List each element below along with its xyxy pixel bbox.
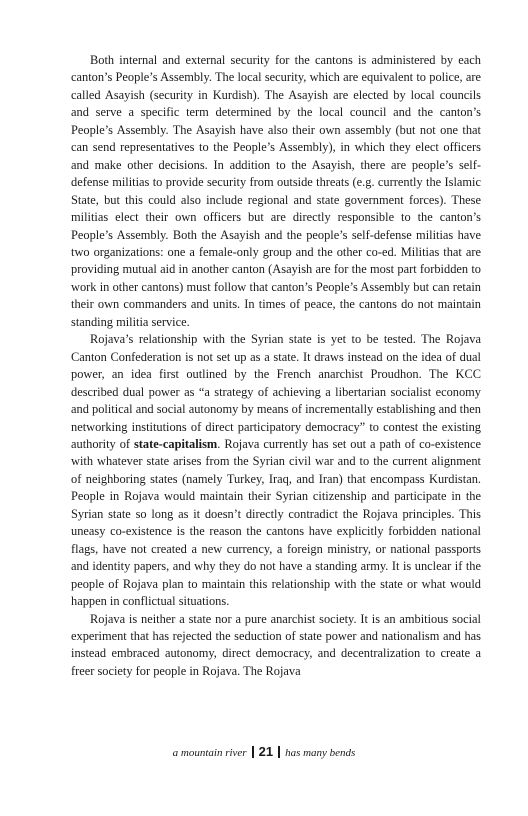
paragraph-conclusion xyxy=(71,611,481,681)
footer-divider xyxy=(252,746,254,758)
running-footer xyxy=(0,744,528,761)
paragraph-text: Rojava is neither a state nor a pure anarchist society. It is an ambitious social experiment that has rejected the seduction of state power and nationalism and has instead embraced autonomy, direct democracy, and decentralization to create a freer society for people in Rojava. The Rojava xyxy=(71,611,481,678)
paragraph-text: Both internal and external security for the cantons is administered by each canton’s People’s Assembly. The local security, which are equivalent to police, are called Asayish (security in Kurdish). The Asayish are elected by local councils and serve a specific term determined by the local council and the canton’s People’s Assembly. The Asayish have also their own assembly (but not one that can send representatives to the People’s Assembly), in which they elect officers and make other decisions. In addition to the Asayish, there are people’s self-defense militias to provide security from outside threats (e.g. currently the Islamic State, but this could also include regional and state government forces). These militias elect their own officers but are directly responsible to the canton’s People’s Assembly. Both the Asayish and the people’s self-defense militias have two organizations: one a female-only group and the other co-ed. Militias that are providing mutual aid in another canton (Asayish are for the most part forbidden to work in other cantons) must follow that canton’s People’s Assembly but can retain their own commanders and units. In times of peace, the cantons do not maintain standing militia service. xyxy=(71,53,481,329)
page-body xyxy=(71,52,481,680)
paragraph-text: Rojava’s relationship with the Syrian state is yet to be tested. The Rojava Canton Confederation is not set up as a state. It draws instead on the idea of dual power, an idea first outlined by the French anarchist Proudhon. The KCC described dual power as “a strategy of achieving a libertarian socialist economy and political and social autonomy by means of incrementally establishing and then networking institutions of direct participatory democracy” to contest the existing authority of xyxy=(71,332,481,451)
footer-divider xyxy=(278,746,280,758)
footer-left-text: a mountain river xyxy=(172,747,247,759)
page-number: 21 xyxy=(258,744,274,759)
paragraph-security xyxy=(71,52,481,331)
paragraph-syrian-state xyxy=(71,331,481,610)
bold-term: state-capitalism xyxy=(133,436,218,451)
footer-right-text: has many bends xyxy=(285,747,356,759)
paragraph-text: . Rojava currently has set out a path of co-existence with whatever state arises from the Syrian civil war and to the current alignment of neighboring states (namely Turkey, Iraq, and Iran) that encompass Kurdistan. People in Rojava would maintain their Syrian citizenship and participate in the Syrian state so long as it doesn’t directly contradict the Rojava principles. This uneasy co-existence is the reason the cantons have explicitly forbidden national flags, have not created a new currency, a foreign ministry, or national passports and identity papers, and why they do not have a standing army. It is unclear if the people of Rojava plan to maintain this relationship with the state or what would happen in conflictual situations. xyxy=(71,436,481,609)
